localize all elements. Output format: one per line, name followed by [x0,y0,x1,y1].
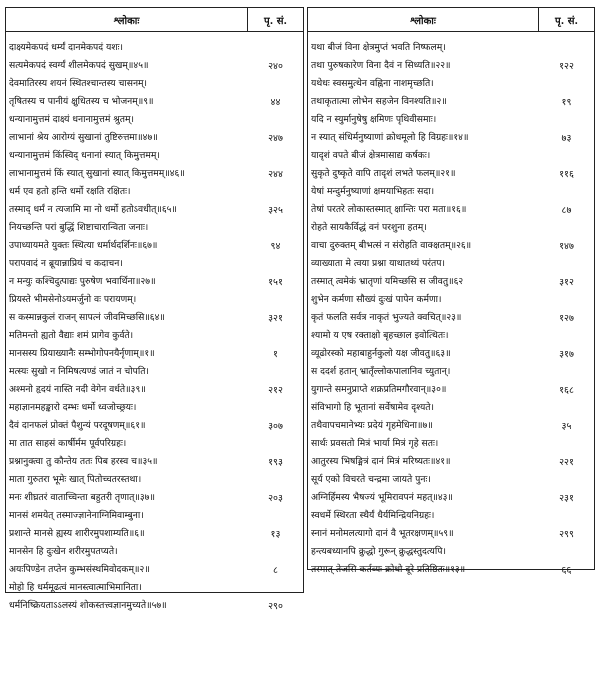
shloka-line: मतिमन्तो ह्यतो वैद्याः शमं प्रागेव कुर्वते। [9,330,134,341]
page-number: १५१ [268,277,283,288]
page-number: २९९ [559,529,574,540]
shloka-line: सुकृते दुष्कृते वापि तादृशं लभते फलम्॥२१॥ [311,168,456,179]
shloka-line: व्यूढोरस्को महाबाहुर्नकुलो यक्ष जीवतु॥६३॥ [311,348,451,359]
page-number: १९३ [268,457,283,468]
left-shloka-header: श्लोकाः [6,8,248,31]
shloka-line: रोहते सायकैर्विद्धं वनं परशुना हतम्। [311,222,427,233]
right-shloka-column [308,32,539,575]
page-number: ६६ [561,565,572,576]
shloka-line: सार्थः प्रवसतो मित्रं भार्या मित्रं गृहे सतः। [311,438,439,449]
shloka-line: न मन्युः कश्चिदुत्पाद्यः पुरुषेण भवार्थिना॥२७॥ [9,276,156,287]
shloka-line: सत्यमेकपदं स्वर्ग्यं शीलमेकपदं सुखम्॥४५॥ [9,60,149,71]
page-number: १२७ [559,313,574,324]
page-number: २२१ [559,457,574,468]
shloka-line: यादृशं वपते बीजं क्षेत्रमासाद्य कर्षकः। [311,150,431,161]
shloka-line: प्रियस्ते भीमसेनोऽयमर्जुनो वः परायणम्। [9,294,137,305]
shloka-line: देवमातिरस्य शयनं स्थितश्चान्तस्य चासनम्। [9,78,148,89]
shloka-line: दाक्ष्यमेकपदं धर्म्यं दानमेकपदं यशः। [9,42,123,53]
shloka-line: मानसस्य प्रियाख्यानैः सम्भोगोपनयैर्नृणाम्॥१॥ [9,348,155,359]
shloka-line: सूर्य एको विचरते चन्द्रमा जायते पुनः। [311,474,431,485]
page-number: २९० [268,601,283,612]
page-number: ३१२ [559,277,574,288]
shloka-line: अयःपिण्डेन तप्तेन कुम्भसंस्थमिवोदकम्॥२॥ [9,564,150,575]
shloka-line: तृषितस्य च पानीयं क्षुधितस्य च भोजनम्॥९॥ [9,96,154,107]
left-table-header [6,8,303,32]
shloka-line: अग्निर्हिमस्य भैषज्यं भूमिरावपनं महत्॥४३॥ [311,492,453,503]
left-table-body [6,32,303,612]
page-number: २०३ [268,493,283,504]
shloka-line: संविभागो हि भूतानां सर्वेषामेव दृश्यते। [311,402,435,413]
page-number: १२२ [559,61,574,72]
shloka-line: मनः शीघ्रतरं वाताच्चिन्ता बहुतरी तृणात्॥३७॥ [9,492,155,503]
shloka-line: येषां मन्दुर्मनुष्याणां क्षमयाभिहतः सदा। [311,186,435,197]
page-number: २४० [268,61,283,72]
page-number: ८७ [561,205,572,216]
page-number: १९ [561,97,572,108]
shloka-line: मोहो हि धर्ममूढत्वं मानस्त्वात्माभिमानिता। [9,582,142,593]
shloka-line: लाभानां श्रेय आरोग्यं सुखानां तुष्टिरुत्तमा॥४७॥ [9,132,158,143]
right-table-body [308,32,594,576]
shloka-line: न स्यात् संधिर्मनुष्याणां क्रोधमूलो हि विग्रहः॥१४॥ [311,132,469,143]
shloka-line: यथा बीजं विना क्षेत्रमुप्तं भवति निष्फलम्। [311,42,446,53]
shloka-line: नियच्छन्ति परां बुद्धिं शिष्टाचारान्विता जनाः। [9,222,149,233]
shloka-line: व्याख्याता मे त्वया प्रश्ना याथातथ्यं परंतप। [311,258,445,269]
shloka-line: प्रश्नानुक्त्वा तु कौन्तेय ततः पिब हरस्व च॥३५॥ [9,456,158,467]
shloka-line: तस्मात् त्वमेकं भ्रातृणां यमिच्छसि स जीवतु॥६२ [311,276,464,287]
left-page-column [248,32,303,612]
right-table [307,7,595,576]
shloka-line: तस्माद् धर्मं न त्यजामि मा नो धर्मो हतोऽवधीत्॥६५॥ [9,204,177,215]
left-page-header: पृ. सं. [264,15,287,27]
shloka-line: मा तात साहसं कार्षीर्मम पूर्वपरिग्रहः। [9,438,127,449]
page-number: ३५ [561,421,572,432]
page-number: १४७ [559,241,574,252]
page-number: ३०७ [268,421,283,432]
shloka-line: तेषां परतरे लोकास्तस्मात् क्षान्तिः परा मता॥१६॥ [311,204,467,215]
shloka-line: हन्त्यबध्यानपि क्रुद्धो गुरून् क्रुद्धस्तुदत्यपि। [311,546,446,557]
shloka-line: अश्मनो हृदयं नास्ति नदी वेगेन वर्धते॥३९॥ [9,384,146,395]
page-number: ३२१ [268,313,283,324]
right-shloka-header: श्लोकाः [308,8,539,31]
shloka-line: मत्स्यः सुखो न निमिषत्यण्डं जातं न चोपति। [9,366,149,377]
left-table [5,7,304,612]
shloka-line: धर्म एव हतो हन्ति धर्मो रक्षति रक्षितः। [9,186,131,197]
shloka-line: युगान्ते समनुप्राप्ते शक्रप्रतिमगौरवान्॥३०॥ [311,384,447,395]
shloka-line: स्वधर्मे स्थिरता स्थैर्यं धैर्यमिन्द्रियनिग्रहः। [311,510,435,521]
page-number: ३१७ [559,349,574,360]
shloka-line: दैवं दानफलं प्रोक्तं पैशुन्यं परदूषणम्॥६१॥ [9,420,146,431]
shloka-line: लाभानामुत्तमं किं स्यात् सुखानां स्यात् किमुत्तमम्॥४६॥ [9,168,185,179]
shloka-line: स ददर्श हतान् भ्रातृँल्लोकपालानिव च्युतान्। [311,366,451,377]
shloka-line: मानसं शमयेत् तस्माज्ज्ञानेनाग्निमिवाम्बुना। [9,510,144,521]
page-number: १६८ [559,385,574,396]
page-number: २४४ [268,169,283,180]
shloka-line: तथाकृतात्मा लोभेन सहजेन विनश्यति॥२॥ [311,96,447,107]
shloka-line: यथेधः स्वसमुत्थेन वह्निना नाशमृच्छति। [311,78,434,89]
page-number: १ [273,349,278,360]
page-number: ४४ [270,97,281,108]
shloka-line: स कस्मान्नकुलं राजन् सापत्नं जीवमिच्छसि॥६४॥ [9,312,165,323]
shloka-line: श्यामो य एष रक्ताक्षो बृहच्छाल इवोत्थितः। [311,330,449,341]
page-number: ८ [273,565,278,576]
right-table-header [308,8,594,32]
shloka-line: कृतं फलति सर्वत्र नाकृतं भुज्यते क्वचित्॥२३॥ [311,312,462,323]
shloka-line: धर्मनिष्क्रियताऽऽलस्यं शोकस्तत्त्वज्ञानमुच्यते॥५७॥ [9,600,167,611]
shloka-line: माता गुरुतरा भूमेः खात् पितोच्चतरस्तथा। [9,474,142,485]
page-number: २१२ [268,385,283,396]
right-page-header: पृ. सं. [555,15,578,27]
page-number: ११६ [559,169,574,180]
page-number: २४७ [268,133,283,144]
shloka-line: वाचा दुरुक्तम् बीभत्सं न संरोहति वाक्क्षतम्॥२६॥ [311,240,472,251]
shloka-line: प्रशान्ते मानसे ह्यस्य शारीरमुपशाम्यति॥६॥ [9,528,145,539]
left-shloka-column [6,32,248,611]
shloka-line: तथा पुरुषकारेण विना दैवं न सिध्यति॥२२॥ [311,60,451,71]
shloka-line: धन्यानामुत्तमं किंस्विद् धनानां स्यात् किमुत्तमम्। [9,150,160,161]
right-page-column [539,32,594,576]
shloka-line: परापवादं न ब्रूयान्नाप्रियं च कदाचन। [9,258,123,269]
shloka-line: शुभेन कर्मणा सौख्यं दुःखं पापेन कर्मणा। [311,294,442,305]
page-number: ९४ [270,241,281,252]
shloka-line: आतुरस्य भिषङ्मित्रं दानं मित्रं मरिष्यतः॥४१॥ [311,456,451,467]
page-number: ३२५ [268,205,283,216]
shloka-line: स्नानं मनोमलत्यागो दानं वै भूतरक्षणम्॥५९॥ [311,528,454,539]
shloka-line: धन्यानामुत्तमं दाक्ष्यं धनानामुत्तमं श्रुतम्। [9,114,134,125]
shloka-line: तथैवापचमानेभ्यः प्रदेयं गृहमेधिना॥७॥ [311,420,433,431]
shloka-line: यदि न स्युर्मानुषेषु क्षमिणः पृथिवीसमाः। [311,114,437,125]
shloka-line: तस्मात् तेजसि कर्तव्यः क्रोधो दूरे प्रतिष्ठितः॥१३॥ [311,564,466,575]
page-number: २३१ [559,493,574,504]
page-number: ७३ [561,133,572,144]
shloka-line: मानसेन हि दुःखेन शरीरमुपतप्यते। [9,546,118,557]
page-number: १३ [270,529,281,540]
shloka-line: महाज्ञानमहङ्कारो दम्भः धर्मो ध्वजोच्छ्रयः। [9,402,137,413]
shloka-line: उपाध्यायमते युक्तः स्थित्या धर्मार्थदर्शिनः॥६७॥ [9,240,158,251]
